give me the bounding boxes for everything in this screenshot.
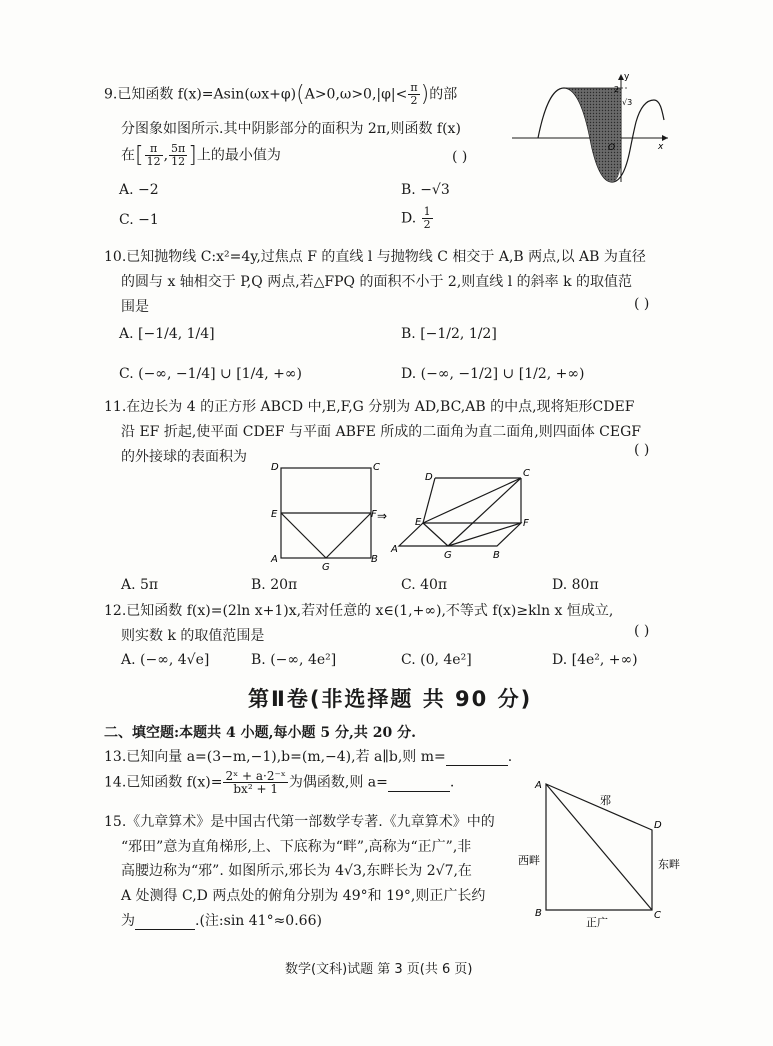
q15-answer-blank[interactable] xyxy=(135,913,195,930)
q13: 13.已知向量 a=(3−m,−1),b=(m,−4),若 a∥b,则 m= . xyxy=(104,749,513,765)
q9-option-c: C. −1 xyxy=(119,212,159,228)
q15-label-dongpan: 东畔 xyxy=(658,858,680,871)
q9-sine-graph xyxy=(508,70,678,190)
q13-answer-blank[interactable] xyxy=(446,749,508,766)
svg-text:B: B xyxy=(371,554,378,565)
q11-line2: 沿 EF 折起,使平面 CDEF 与平面 ABFE 所成的二面角为直二面角,则四面体 CEGF xyxy=(121,424,642,440)
q9-line3: 在[ $\frac{\pi}{12}$ , $\frac{5\pi}{12}$ ]上的最小值为 xyxy=(121,142,281,168)
q15-line4: A 处测得 C,D 两点处的俯角分别为 49°和 19°,则正广长约 xyxy=(121,888,486,904)
svg-text:D: D xyxy=(425,472,433,483)
q11-option-a: A. 5π xyxy=(121,577,159,593)
q14-answer-blank[interactable] xyxy=(388,775,450,792)
q11-line3: 的外接球的表面积为 xyxy=(121,449,247,465)
q9-stem-end: 的部 xyxy=(429,86,458,103)
q11-option-b: B. 20π xyxy=(251,577,298,593)
q12-answer-paren: ( ) xyxy=(634,623,650,639)
svg-text:B: B xyxy=(493,550,500,561)
q10-option-b: B. [−1/2, 1/2] xyxy=(401,326,497,342)
q9-option-b: B. −√3 xyxy=(401,182,450,198)
svg-text:F: F xyxy=(371,509,377,520)
q11-option-c: C. 40π xyxy=(401,577,448,593)
q10-answer-paren: ( ) xyxy=(634,296,650,312)
section-2-title: 第Ⅱ卷(非选择题 共 90 分) xyxy=(248,687,533,711)
q11-line1: 11.在边长为 4 的正方形 ABCD 中,E,F,G 分别为 AD,BC,AB 的中点,现将矩形CDEF xyxy=(104,399,635,415)
q15-line1: 15.《九章算术》是中国古代第一部数学专著.《九章算术》中的 xyxy=(104,814,495,830)
q12-option-c: C. (0, 4e²] xyxy=(401,652,472,668)
q9-x-label: x xyxy=(658,142,664,152)
svg-text:D: D xyxy=(271,462,279,473)
q9-line1: 9.已知函数 f(x)=Asin(ωx+φ)(A>0,ω>0,|φ|< $\frac{\pi}{2}$ )的部 xyxy=(104,81,458,107)
svg-text:C: C xyxy=(654,910,661,921)
q9-stem: 9.已知函数 f(x)=Asin(ωx+φ) xyxy=(104,86,297,103)
q9-line2: 分图象如图所示.其中阴影部分的面积为 2π,则函数 f(x) xyxy=(121,121,461,137)
q9-origin-label: O xyxy=(608,143,616,153)
fill-in-header: 二、填空题:本题共 4 小题,每小题 5 分,共 20 分. xyxy=(104,725,416,741)
q15-line3: 高腰边称为“邪”. 如图所示,邪长为 4√3,东畔长为 2√7,在 xyxy=(121,863,472,879)
svg-text:C: C xyxy=(373,462,380,473)
q12-option-a: A. (−∞, 4√e] xyxy=(121,652,210,668)
svg-text:E: E xyxy=(271,509,278,520)
svg-text:G: G xyxy=(444,550,452,561)
q15-label-zhengguang: 正广 xyxy=(586,916,608,929)
q10-option-d: D. (−∞, −1/2] ∪ [1/2, +∞) xyxy=(401,366,585,382)
q9-tick-2: 2 xyxy=(614,85,620,94)
svg-text:G: G xyxy=(322,562,330,573)
page-footer: 数学(文科)试题 第 3 页(共 6 页) xyxy=(285,962,473,977)
svg-text:D: D xyxy=(654,820,662,831)
q15-line2: “邪田”意为直角梯形,上、下底称为“畔”,高称为“正广”,非 xyxy=(121,839,472,855)
q10-line3: 围是 xyxy=(121,299,149,315)
q10-line2: 的圆与 x 轴相交于 P,Q 两点,若△FPQ 的面积不小于 2,则直线 l 的斜率 k 的取值范 xyxy=(121,274,633,290)
q11-answer-paren: ( ) xyxy=(634,442,650,458)
q9-answer-paren: ( ) xyxy=(452,149,468,165)
q14: 14.已知函数 f(x)= $\frac{\text{2ˣ + a·2⁻ˣ}}{\text{bx² + 1}}$ 为偶函数,则 a= . xyxy=(104,769,455,796)
q9-option-d: D. $\frac{1}{2}$ xyxy=(401,205,431,231)
q10-option-a: A. [−1/4, 1/4] xyxy=(119,326,215,342)
q12-option-d: D. [4e², +∞) xyxy=(552,652,638,668)
q9-tick-sqrt3: √3 xyxy=(622,98,633,107)
svg-text:B: B xyxy=(535,908,542,919)
q9-condition: A>0,ω>0,|φ|< xyxy=(304,86,408,103)
svg-text:A: A xyxy=(391,544,398,555)
q9-pi-over-2: $\frac{\pi}{2}$ xyxy=(410,81,418,107)
svg-text:E: E xyxy=(415,517,422,528)
q15-line5: 为 .(注:sin 41°≈0.66) xyxy=(121,913,322,929)
svg-text:C: C xyxy=(523,468,530,479)
q11-option-d: D. 80π xyxy=(552,577,599,593)
q11-folding-figure xyxy=(265,458,555,578)
q15-label-xie: 邪 xyxy=(600,794,611,807)
q15-trapezoid-figure xyxy=(518,778,690,933)
q12-line2: 则实数 k 的取值范围是 xyxy=(121,628,265,644)
q12-line1: 12.已知函数 f(x)=(2ln x+1)x,若对任意的 x∈(1,+∞),不等式 f(x)≥kln x 恒成立, xyxy=(104,603,614,619)
svg-text:A: A xyxy=(535,780,542,791)
svg-text:F: F xyxy=(523,518,529,529)
q9-y-label: y xyxy=(624,72,630,82)
q10-line1: 10.已知抛物线 C:x²=4y,过焦点 F 的直线 l 与抛物线 C 相交于 A,B 两点,以 AB 为直径 xyxy=(104,249,646,265)
q10-option-c: C. (−∞, −1/4] ∪ [1/4, +∞) xyxy=(119,366,302,382)
q9-option-a: A. −2 xyxy=(119,182,159,198)
q15-label-xipan: 西畔 xyxy=(518,854,540,867)
q11-arrow-icon: ⇒ xyxy=(377,509,388,523)
q12-option-b: B. (−∞, 4e²] xyxy=(251,652,337,668)
svg-text:A: A xyxy=(271,554,278,565)
